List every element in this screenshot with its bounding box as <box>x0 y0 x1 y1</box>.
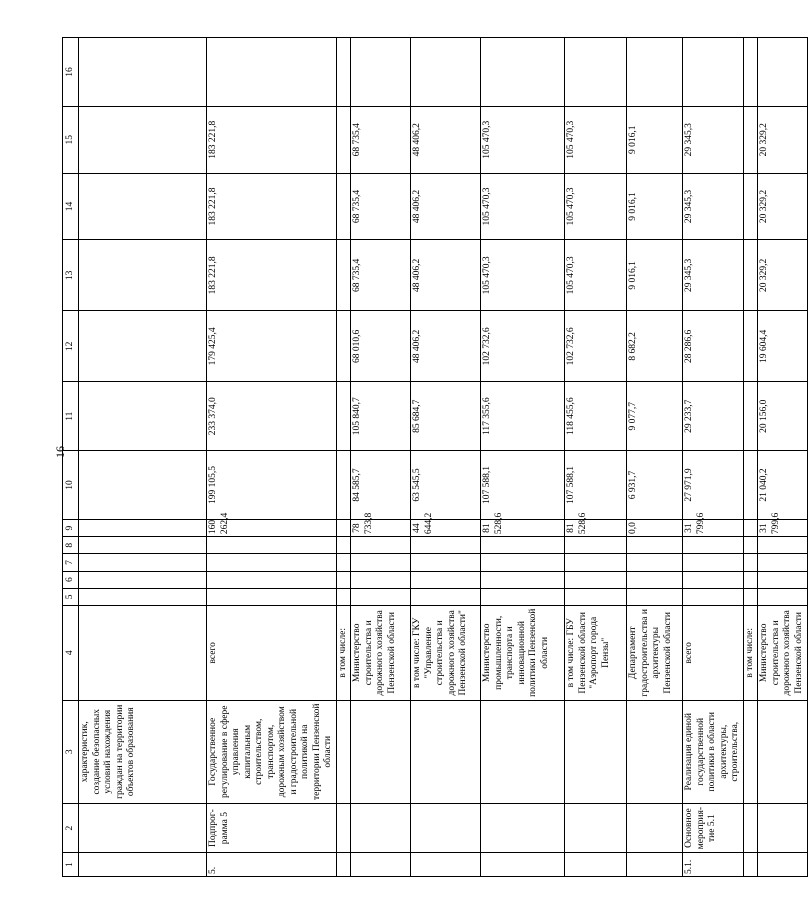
table-row <box>336 38 351 877</box>
description-cell <box>743 700 758 803</box>
value-cell: 20 329,2 <box>758 173 808 240</box>
column-number-header: 13 <box>63 240 79 311</box>
value-cell <box>481 537 565 554</box>
value-cell <box>79 451 207 520</box>
program-name-cell <box>758 803 808 852</box>
value-cell <box>336 106 351 173</box>
value-cell: 9 016,1 <box>627 173 683 240</box>
value-cell <box>207 554 337 571</box>
value-cell <box>481 588 565 605</box>
value-cell: 48 406,2 <box>411 240 481 311</box>
row-number-cell <box>481 853 565 877</box>
program-name-cell: Основное мероприя-тие 5.1 <box>683 803 744 852</box>
value-cell: 105 470,3 <box>565 173 627 240</box>
value-cell <box>627 588 683 605</box>
value-cell <box>683 38 744 107</box>
column-number-header: 1 <box>63 853 79 877</box>
row-number-cell <box>565 853 627 877</box>
column-number-header: 9 <box>63 519 79 536</box>
value-cell: 107 588,1 <box>481 451 565 520</box>
value-cell <box>351 38 411 107</box>
rotated-table-wrapper <box>62 37 804 877</box>
value-cell <box>336 537 351 554</box>
table-row <box>683 38 744 877</box>
column-number-header: 14 <box>63 173 79 240</box>
value-cell <box>627 571 683 588</box>
value-cell: 81 528,6 <box>565 519 627 536</box>
value-cell: 117 355,6 <box>481 382 565 451</box>
value-cell <box>207 571 337 588</box>
value-cell <box>743 554 758 571</box>
value-cell <box>743 311 758 382</box>
description-cell: Реализация единой государственной политики в области архитектуры, строительства, <box>683 700 744 803</box>
value-cell <box>627 554 683 571</box>
value-cell: 78 733,8 <box>351 519 411 536</box>
value-cell: 29 345,3 <box>683 173 744 240</box>
value-cell <box>743 173 758 240</box>
executor-cell: Министерство промышленности, транспорта и инновационной политики Пензенской области <box>481 605 565 700</box>
executor-cell: в том числе: ГБУ Пензенской области "Аэропорт города Пензы" <box>565 605 627 700</box>
value-cell: 68 735,4 <box>351 106 411 173</box>
executor-cell: в том числе: <box>743 605 758 700</box>
value-cell <box>336 173 351 240</box>
value-cell: 183 221,8 <box>207 106 337 173</box>
value-cell <box>743 240 758 311</box>
value-cell <box>565 537 627 554</box>
executor-cell: всего <box>683 605 744 700</box>
program-name-cell <box>565 803 627 852</box>
value-cell: 20 329,2 <box>758 106 808 173</box>
value-cell <box>683 537 744 554</box>
value-cell <box>336 519 351 536</box>
table-row <box>411 38 481 877</box>
description-cell: Государственное регулирование в сфере управления капитальным строительством, транспортом, дорожным хозяйством и градостроительной политикой на территории Пензенской области <box>207 700 337 803</box>
value-cell: 105 470,3 <box>565 240 627 311</box>
description-cell <box>336 700 351 803</box>
column-number-header: 7 <box>63 554 79 571</box>
value-cell <box>411 571 481 588</box>
program-name-cell <box>351 803 411 852</box>
row-number-cell <box>336 853 351 877</box>
description-cell <box>565 700 627 803</box>
value-cell <box>351 571 411 588</box>
value-cell: 85 684,7 <box>411 382 481 451</box>
value-cell: 31 799,6 <box>683 519 744 536</box>
value-cell: 28 286,6 <box>683 311 744 382</box>
value-cell: 118 455,6 <box>565 382 627 451</box>
value-cell: 6 931,7 <box>627 451 683 520</box>
row-number-cell <box>351 853 411 877</box>
value-cell: 105 470,3 <box>481 173 565 240</box>
value-cell <box>743 571 758 588</box>
value-cell: 105 470,3 <box>481 106 565 173</box>
value-cell <box>743 588 758 605</box>
value-cell <box>565 554 627 571</box>
value-cell: 68 735,4 <box>351 240 411 311</box>
row-number-cell <box>743 853 758 877</box>
value-cell <box>743 519 758 536</box>
column-number-header: 10 <box>63 451 79 520</box>
value-cell: 20 156,0 <box>758 382 808 451</box>
column-number-header: 2 <box>63 803 79 852</box>
value-cell <box>565 588 627 605</box>
executor-cell <box>79 605 207 700</box>
table-row <box>758 38 808 877</box>
executor-cell: всего <box>207 605 337 700</box>
value-cell: 102 732,6 <box>481 311 565 382</box>
value-cell: 183 221,8 <box>207 173 337 240</box>
row-number-cell <box>411 853 481 877</box>
value-cell <box>411 537 481 554</box>
value-cell <box>743 537 758 554</box>
table-row <box>627 38 683 877</box>
value-cell <box>743 451 758 520</box>
row-number-cell <box>627 853 683 877</box>
value-cell <box>758 571 808 588</box>
value-cell <box>79 382 207 451</box>
value-cell <box>758 588 808 605</box>
value-cell <box>79 311 207 382</box>
value-cell <box>351 588 411 605</box>
value-cell: 105 470,3 <box>481 240 565 311</box>
value-cell <box>79 571 207 588</box>
executor-cell: Министерство строительства и дорожного хозяйства Пензенской области <box>351 605 411 700</box>
value-cell <box>758 554 808 571</box>
program-name-cell <box>481 803 565 852</box>
value-cell: 9 077,7 <box>627 382 683 451</box>
value-cell <box>79 588 207 605</box>
value-cell: 44 644,2 <box>411 519 481 536</box>
value-cell <box>79 173 207 240</box>
description-cell <box>351 700 411 803</box>
value-cell <box>336 451 351 520</box>
value-cell <box>207 38 337 107</box>
executor-cell: Департамент градостроительства и архитектуры Пензенской области <box>627 605 683 700</box>
description-cell <box>481 700 565 803</box>
value-cell: 81 528,6 <box>481 519 565 536</box>
value-cell <box>683 571 744 588</box>
column-number-header: 5 <box>63 588 79 605</box>
value-cell: 29 345,3 <box>683 106 744 173</box>
value-cell: 105 470,3 <box>565 106 627 173</box>
value-cell: 0,0 <box>627 519 683 536</box>
value-cell: 233 374,0 <box>207 382 337 451</box>
column-number-header: 4 <box>63 605 79 700</box>
value-cell <box>336 311 351 382</box>
value-cell <box>758 537 808 554</box>
program-name-cell: Подпрог-рамма 5 <box>207 803 337 852</box>
value-cell: 68 735,4 <box>351 173 411 240</box>
value-cell: 102 732,6 <box>565 311 627 382</box>
value-cell: 8 682,2 <box>627 311 683 382</box>
value-cell: 179 425,4 <box>207 311 337 382</box>
value-cell <box>79 240 207 311</box>
table-row <box>207 38 337 877</box>
value-cell <box>743 38 758 107</box>
value-cell: 68 010,6 <box>351 311 411 382</box>
table-row <box>79 38 207 877</box>
value-cell <box>336 382 351 451</box>
value-cell <box>481 554 565 571</box>
value-cell <box>758 38 808 107</box>
value-cell <box>627 537 683 554</box>
column-number-header: 16 <box>63 38 79 107</box>
value-cell: 9 016,1 <box>627 240 683 311</box>
value-cell: 20 329,2 <box>758 240 808 311</box>
value-cell: 29 345,3 <box>683 240 744 311</box>
value-cell: 183 221,8 <box>207 240 337 311</box>
program-name-cell <box>411 803 481 852</box>
column-number-header: 12 <box>63 311 79 382</box>
value-cell <box>79 537 207 554</box>
table-row <box>481 38 565 877</box>
value-cell: 21 040,2 <box>758 451 808 520</box>
executor-cell: в том числе: ГКУ "Управление строительства и дорожного хозяйства Пензенской области" <box>411 605 481 700</box>
value-cell: 48 406,2 <box>411 173 481 240</box>
budget-table <box>62 37 808 877</box>
value-cell: 199 105,5 <box>207 451 337 520</box>
program-name-cell <box>336 803 351 852</box>
row-number-cell <box>79 853 207 877</box>
description-cell: характеристик, создание безопасных условий нахождения граждан на территории объектов образования <box>79 700 207 803</box>
executor-cell: Министерство строительства и дорожного хозяйства Пензенской области <box>758 605 808 700</box>
table-row <box>351 38 411 877</box>
value-cell <box>411 554 481 571</box>
value-cell: 29 233,7 <box>683 382 744 451</box>
value-cell <box>627 38 683 107</box>
value-cell <box>481 571 565 588</box>
value-cell <box>743 382 758 451</box>
value-cell <box>79 38 207 107</box>
value-cell <box>411 588 481 605</box>
row-number-cell: 5.1. <box>683 853 744 877</box>
value-cell <box>336 571 351 588</box>
program-name-cell <box>79 803 207 852</box>
value-cell: 160 262,4 <box>207 519 337 536</box>
value-cell <box>743 106 758 173</box>
value-cell <box>336 240 351 311</box>
value-cell <box>207 588 337 605</box>
executor-cell: в том числе: <box>336 605 351 700</box>
column-number-header: 8 <box>63 537 79 554</box>
value-cell <box>351 554 411 571</box>
value-cell: 27 971,9 <box>683 451 744 520</box>
page-number: 16 <box>53 446 67 458</box>
value-cell <box>79 554 207 571</box>
description-cell <box>758 700 808 803</box>
column-number-header: 6 <box>63 571 79 588</box>
row-number-cell: 5. <box>207 853 337 877</box>
column-number-header: 3 <box>63 700 79 803</box>
value-cell <box>79 519 207 536</box>
value-cell: 31 799,6 <box>758 519 808 536</box>
value-cell <box>481 38 565 107</box>
column-number-header: 15 <box>63 106 79 173</box>
value-cell <box>336 588 351 605</box>
table-row <box>565 38 627 877</box>
value-cell <box>411 38 481 107</box>
value-cell <box>565 571 627 588</box>
value-cell: 84 585,7 <box>351 451 411 520</box>
column-number-header: 11 <box>63 382 79 451</box>
value-cell <box>683 588 744 605</box>
value-cell: 105 840,7 <box>351 382 411 451</box>
value-cell: 48 406,2 <box>411 106 481 173</box>
row-number-cell <box>758 853 808 877</box>
value-cell: 107 588,1 <box>565 451 627 520</box>
value-cell <box>683 554 744 571</box>
value-cell: 9 016,1 <box>627 106 683 173</box>
value-cell: 48 406,2 <box>411 311 481 382</box>
value-cell <box>207 537 337 554</box>
value-cell: 63 545,5 <box>411 451 481 520</box>
description-cell <box>627 700 683 803</box>
table-row <box>743 38 758 877</box>
program-name-cell <box>627 803 683 852</box>
value-cell <box>565 38 627 107</box>
column-number-header-row <box>63 38 79 877</box>
description-cell <box>411 700 481 803</box>
value-cell <box>79 106 207 173</box>
value-cell <box>351 537 411 554</box>
value-cell <box>336 554 351 571</box>
value-cell: 19 604,4 <box>758 311 808 382</box>
value-cell <box>336 38 351 107</box>
program-name-cell <box>743 803 758 852</box>
